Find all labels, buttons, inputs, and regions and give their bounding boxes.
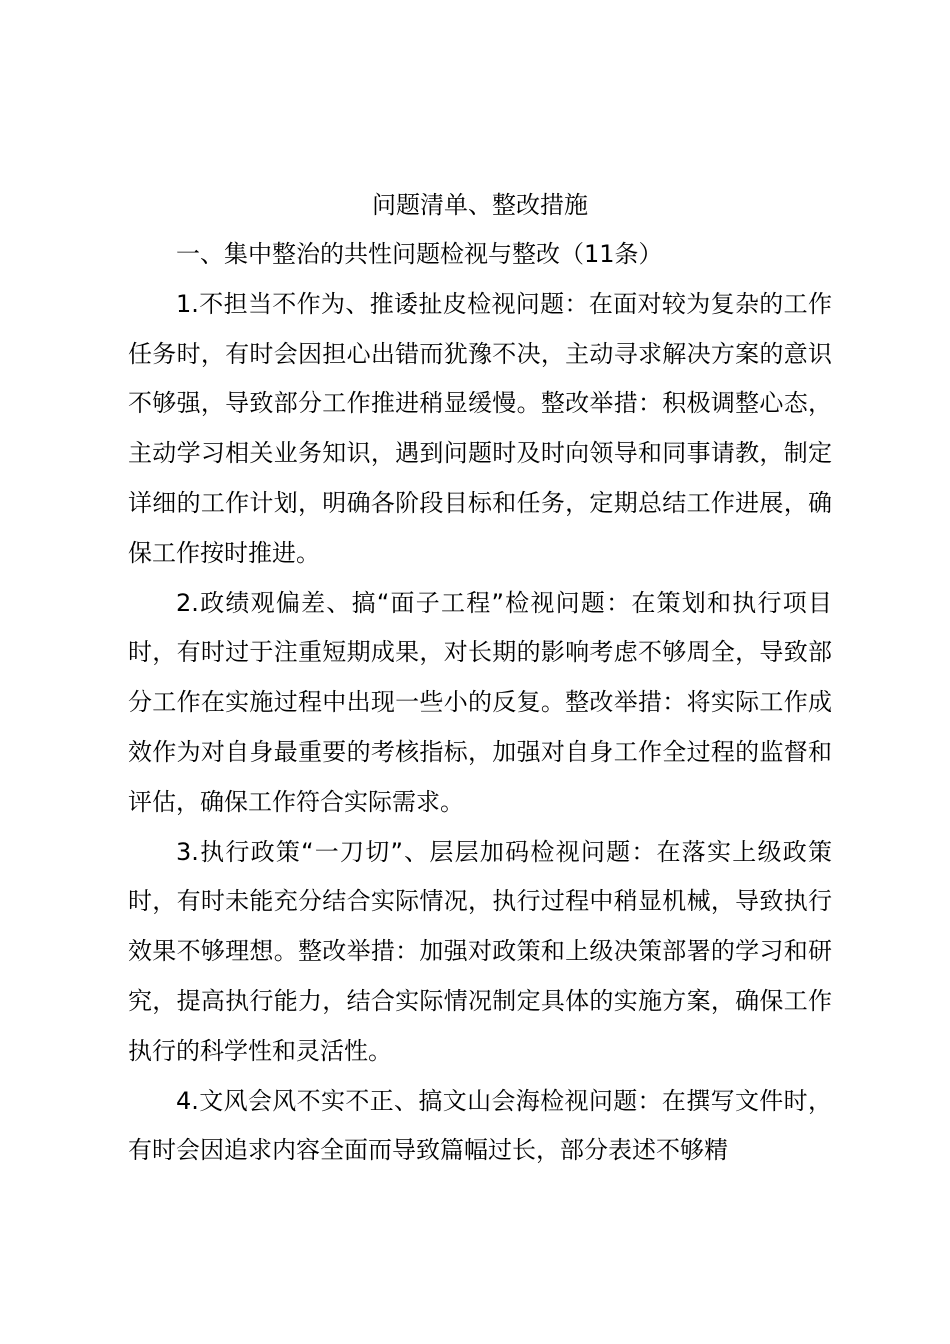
- item-paragraph-2: 2.政绩观偏差、搞“面子工程”检视问题：在策划和执行项目时，有时过于注重短期成果，对长期的影响考虑不够周全，导致部分工作在实施过程中出现一些小的反复。整改举措：将实际工作成效作为对自身最重要的考核指标，加强对自身工作全过程的监督和评估，确保工作符合实际需求。: [128, 588, 832, 816]
- document-title: 问题清单、整改措施: [372, 191, 588, 219]
- section-heading: 一、集中整治的共性问题检视与整改（11条）: [176, 240, 663, 268]
- document-page: [128, 180, 832, 1176]
- item-paragraph-1: 1.不担当不作为、推诿扯皮检视问题：在面对较为复杂的工作任务时，有时会因担心出错而犹豫不决，主动寻求解决方案的意识不够强，导致部分工作推进稍显缓慢。整改举措：积极调整心态，主动学习相关业务知识，遇到问题时及时向领导和同事请教，制定详细的工作计划，明确各阶段目标和任务，定期总结工作进展，确保工作按时推进。: [128, 289, 832, 567]
- item-paragraph-3: 3.执行政策“一刀切”、层层加码检视问题：在落实上级政策时，有时未能充分结合实际情况，执行过程中稍显机械，导致执行效果不够理想。整改举措：加强对政策和上级决策部署的学习和研究，提高执行能力，结合实际情况制定具体的实施方案，确保工作执行的科学性和灵活性。: [128, 837, 832, 1065]
- item-paragraph-4: 4.文风会风不实不正、搞文山会海检视问题：在撰写文件时，有时会因追求内容全面而导致篇幅过长，部分表述不够精: [128, 1086, 832, 1165]
